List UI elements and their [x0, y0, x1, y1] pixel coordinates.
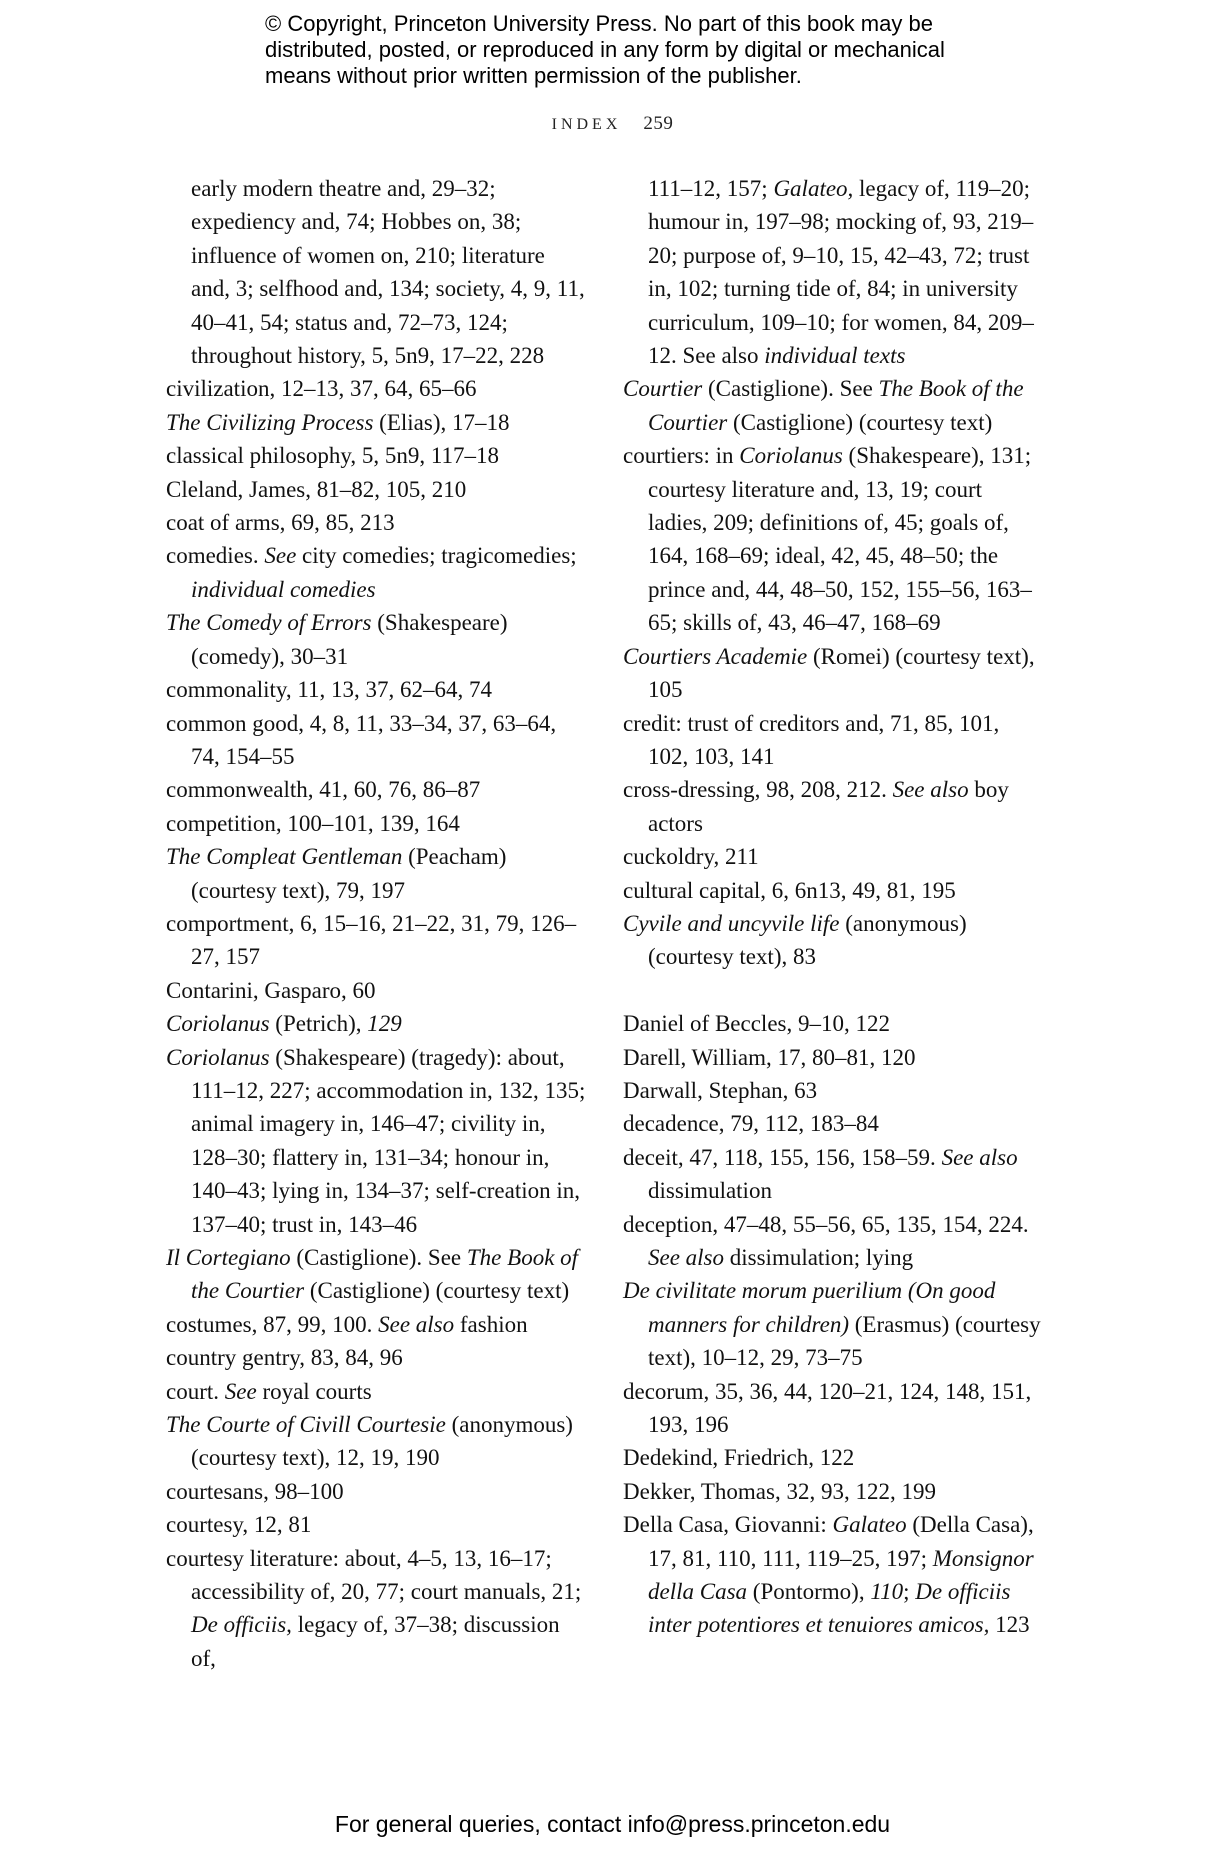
index-entry [166, 773, 586, 806]
copyright-line: © Copyright, Princeton University Press. No part of this book may be [265, 11, 933, 36]
index-entry-text: comportment, 6, 15–16, 21–22, 31, 79, 126–27, 157 [166, 910, 577, 970]
index-entry-text: Darell, William, 17, 80–81, 120 [623, 1044, 916, 1070]
index-entry [166, 439, 586, 472]
index-entry-text: early modern theatre and, 29–32; expediency and, 74; Hobbes on, 38; influence of women on, 210; literature and, 3; selfhood and, 134; society, 4, 9, 11, 40–41, 54; status and, 72–73, 124; throughout history, 5, 5n9, 17–22, 228 [191, 176, 585, 369]
index-entry [166, 1408, 586, 1475]
index-entry-text: deceit, 47, 118, 155, 156, 158–59. [623, 1144, 942, 1170]
index-entry-text: Cleland, James, 81–82, 105, 210 [166, 476, 467, 502]
index-entry-text: legacy of, 119–20; humour in, 197–98; mocking of, 93, 219–20; purpose of, 9–10, 15, 42–43, 72; trust in, 102; turning tide of, 84; in university curriculum, 109–10; for women, 84, 209–12. See also [648, 176, 1034, 369]
index-entry [166, 506, 586, 539]
index-entry-italic-text: Courtiers Academie [623, 643, 808, 669]
index-entry [623, 1007, 1043, 1040]
index-entry-italic-text: See also [378, 1311, 455, 1337]
index-entry [623, 1375, 1043, 1442]
index-entry-italic-text: Il Cortegiano [166, 1245, 291, 1270]
index-entry-italic-text: Galateo, [773, 176, 854, 201]
index-entry-italic-text: Cyvile and uncyvile life [623, 910, 840, 936]
index-entry [623, 1208, 1043, 1275]
index-entry-italic-text: individual texts [764, 343, 906, 369]
index-entry-text: common good, 4, 8, 11, 33–34, 37, 63–64, 74, 154–55 [166, 710, 557, 769]
index-entry [623, 907, 1043, 974]
index-entry-text: decadence, 79, 112, 183–84 [623, 1111, 879, 1137]
index-entry [166, 1308, 586, 1341]
index-entry-italic-text: De officiis, [191, 1612, 292, 1638]
index-entry [623, 640, 1043, 707]
index-entry-italic-text: Galateo [832, 1512, 907, 1538]
index-entry-italic-text: See [264, 543, 297, 569]
index-entry-text: courtesy literature: about, 4–5, 13, 16–17; accessibility of, 20, 77; court manuals, 21; [166, 1545, 582, 1605]
index-entry-text: (Castiglione) (courtesy text) [727, 409, 993, 435]
index-entry [623, 1441, 1043, 1474]
index-entry-italic-text: See also [648, 1244, 725, 1270]
index-entry-text: decorum, 35, 36, 44, 120–21, 124, 148, 151, 193, 196 [623, 1378, 1032, 1438]
index-entry-text: civilization, 12–13, 37, 64, 65–66 [166, 376, 477, 402]
index-entry-italic-text: De civilitate morum puerilium (On good manners for children) [623, 1278, 996, 1337]
copyright-line: distributed, posted, or reproduced in any form by digital or mechanical [265, 37, 945, 62]
index-entry [623, 439, 1043, 639]
index-entry [166, 807, 586, 840]
index-entry-text: courtiers: in [623, 443, 740, 469]
index-entry [166, 840, 586, 907]
index-entry-italic-text: The Book of the Courtier [648, 376, 1024, 435]
index-entry-text: coat of arms, 69, 85, 213 [166, 510, 395, 536]
index-entry-text: Daniel of Beccles, 9–10, 122 [623, 1011, 890, 1037]
index-entry-text: (Erasmus) (courtesy text), 10–12, 29, 73–75 [648, 1311, 1041, 1371]
index-entry [623, 372, 1043, 439]
index-entry [166, 473, 586, 506]
index-entry-text: deception, 47–48, 55–56, 65, 135, 154, 224. [623, 1211, 1029, 1237]
index-entry [623, 840, 1043, 873]
index-entry-text: comedies. [166, 543, 265, 569]
index-entry-italic-text: Coriolanus [166, 1044, 270, 1070]
index-entry [623, 707, 1043, 774]
index-entry-text: Della Casa, Giovanni: [623, 1512, 833, 1538]
page-number: 259 [643, 113, 674, 134]
index-entry [623, 1274, 1043, 1374]
index-entry-text: royal courts [256, 1378, 372, 1404]
index-entry-text: dissimulation [648, 1178, 772, 1204]
index-entry-text: (Shakespeare), 131; courtesy literature and, 13, 19; court ladies, 209; definitions of, 45; goals of, 164, 168–69; ideal, 42, 45, 48–50; the prince and, 44, 48–50, 152, 155–56, 163–65; skills of, 43, 46–47, 168–69 [648, 443, 1032, 636]
index-column-right [623, 172, 1043, 1642]
index-entry [166, 907, 586, 974]
index-entry [166, 1007, 586, 1040]
index-entry [623, 1107, 1043, 1140]
index-entry-italic-text: The Courte of Civill Courtesie [166, 1412, 446, 1438]
index-entry [623, 1508, 1043, 1642]
index-entry-italic-text: See [224, 1378, 257, 1404]
index-entry [166, 1542, 586, 1676]
index-entry-text: courtesy, 12, 81 [166, 1512, 312, 1538]
index-entry-text: costumes, 87, 99, 100. [166, 1311, 379, 1337]
index-entry-text: commonality, 11, 13, 37, 62–64, 74 [166, 677, 493, 703]
index-entry-italic-text: 129 [367, 1011, 402, 1037]
running-head [0, 113, 1225, 135]
index-entry-italic-text: See also [941, 1144, 1018, 1170]
index-entry-text: (Peacham) (courtesy text), 79, 197 [191, 844, 507, 903]
index-entry-text: boy actors [648, 777, 1009, 836]
index-entry-text: (anonymous) (courtesy text), 83 [648, 910, 967, 970]
index-entry-text: Dekker, Thomas, 32, 93, 122, 199 [623, 1478, 936, 1504]
index-entry [166, 172, 586, 372]
index-entry-text: dissimulation; lying [724, 1244, 914, 1270]
index-entry-text: classical philosophy, 5, 5n9, 117–18 [166, 443, 500, 469]
index-column-left [166, 172, 586, 1675]
index-entry-text: (anonymous) (courtesy text), 12, 19, 190 [191, 1412, 573, 1471]
footer-contact: For general queries, contact info@press.princeton.edu [334, 1811, 891, 1837]
index-entry-italic-text: Monsignor della Casa [648, 1545, 1034, 1605]
index-entry [166, 974, 586, 1007]
running-head-label: INDEX [551, 116, 622, 133]
index-entry-italic-text: Courtier [623, 376, 703, 402]
index-entry [166, 1475, 586, 1508]
index-entry [623, 1074, 1043, 1107]
index-entry [166, 606, 586, 673]
index-entry-text: (Petrich), [269, 1011, 368, 1037]
index-entry-text: 123 [989, 1612, 1030, 1638]
index-entry-text: (Castiglione). See [702, 376, 879, 402]
index-entry-text: (Castiglione). See [290, 1245, 467, 1270]
index-entry-text: Contarini, Gasparo, 60 [166, 977, 376, 1003]
index-entry [166, 1375, 586, 1408]
index-entry-text: competition, 100–101, 139, 164 [166, 810, 460, 836]
index-entry-text: city comedies; tragicomedies; [296, 543, 577, 569]
copyright-notice [265, 11, 1045, 89]
index-entry-text: (Shakespeare) (tragedy): about, 111–12, 227; accommodation in, 132, 135; animal imagery in, 146–47; civility in, 128–30; flattery in, 131–34; honour in, 140–43; lying in, 134–37; self-creation in, 137–40; trust in, 143–46 [191, 1044, 586, 1237]
index-entry [623, 1475, 1043, 1508]
index-entry-italic-text: De officiis inter potentiores et tenuiores amicos, [648, 1579, 1011, 1638]
index-entry [166, 539, 586, 606]
index-entry-text: Dedekind, Friedrich, 122 [623, 1445, 855, 1471]
index-entry-italic-text: The Compleat Gentleman [166, 844, 403, 870]
index-entry-text: cuckoldry, 211 [623, 844, 759, 870]
index-entry-text: (Pontormo), [747, 1579, 871, 1605]
index-entry [623, 874, 1043, 907]
index-entry [166, 406, 586, 439]
index-entry [623, 172, 1043, 372]
index-entry-text: cultural capital, 6, 6n13, 49, 81, 195 [623, 877, 956, 903]
index-entry [166, 1508, 586, 1541]
index-entry [166, 1041, 586, 1241]
index-entry-text: (Elias), 17–18 [373, 409, 510, 435]
index-entry-text: country gentry, 83, 84, 96 [166, 1345, 403, 1371]
index-entry-text: commonwealth, 41, 60, 76, 86–87 [166, 777, 481, 803]
index-entry-text: courtesans, 98–100 [166, 1478, 344, 1504]
index-entry-text: fashion [454, 1311, 528, 1337]
index-entry-italic-text: The Comedy of Errors [166, 610, 372, 636]
copyright-line: means without prior written permission of the publisher. [265, 63, 802, 88]
index-entry-text: credit: trust of creditors and, 71, 85, 101, 102, 103, 141 [623, 710, 1000, 769]
index-entry [623, 1141, 1043, 1208]
index-entry-text: ; [903, 1579, 916, 1605]
index-entry-text: (Romei) (courtesy text), 105 [648, 643, 1035, 703]
index-entry-italic-text: The Civilizing Process [166, 409, 374, 435]
index-entry-italic-text: See also [892, 777, 969, 803]
index-entry-italic-text: individual comedies [191, 576, 376, 602]
index-entry-italic-text: The Book of the Courtier [191, 1245, 579, 1304]
index-entry [623, 1041, 1043, 1074]
index-entry [166, 1241, 586, 1308]
index-entry [166, 372, 586, 405]
index-entry-italic-text: Coriolanus [739, 443, 843, 469]
index-entry-text: (Castiglione) (courtesy text) [304, 1278, 570, 1304]
index-entry-italic-text: Coriolanus [166, 1011, 270, 1037]
index-entry-text: (Della Casa), 17, 81, 110, 111, 119–25, 197; [648, 1512, 1034, 1571]
index-entry-text: Darwall, Stephan, 63 [623, 1077, 818, 1103]
index-entry-text: court. [166, 1378, 225, 1404]
index-entry-text: legacy of, 37–38; discussion of, [191, 1612, 560, 1671]
index-entry [166, 1341, 586, 1374]
index-entry-text: cross-dressing, 98, 208, 212. [623, 777, 893, 803]
index-entry [623, 773, 1043, 840]
index-entry-text: (Shakespeare) (comedy), 30–31 [191, 610, 508, 669]
index-entry-italic-text: 110 [870, 1579, 904, 1605]
index-entry [166, 707, 586, 774]
index-entry [166, 673, 586, 706]
index-entry-text: 111–12, 157; [648, 176, 774, 201]
